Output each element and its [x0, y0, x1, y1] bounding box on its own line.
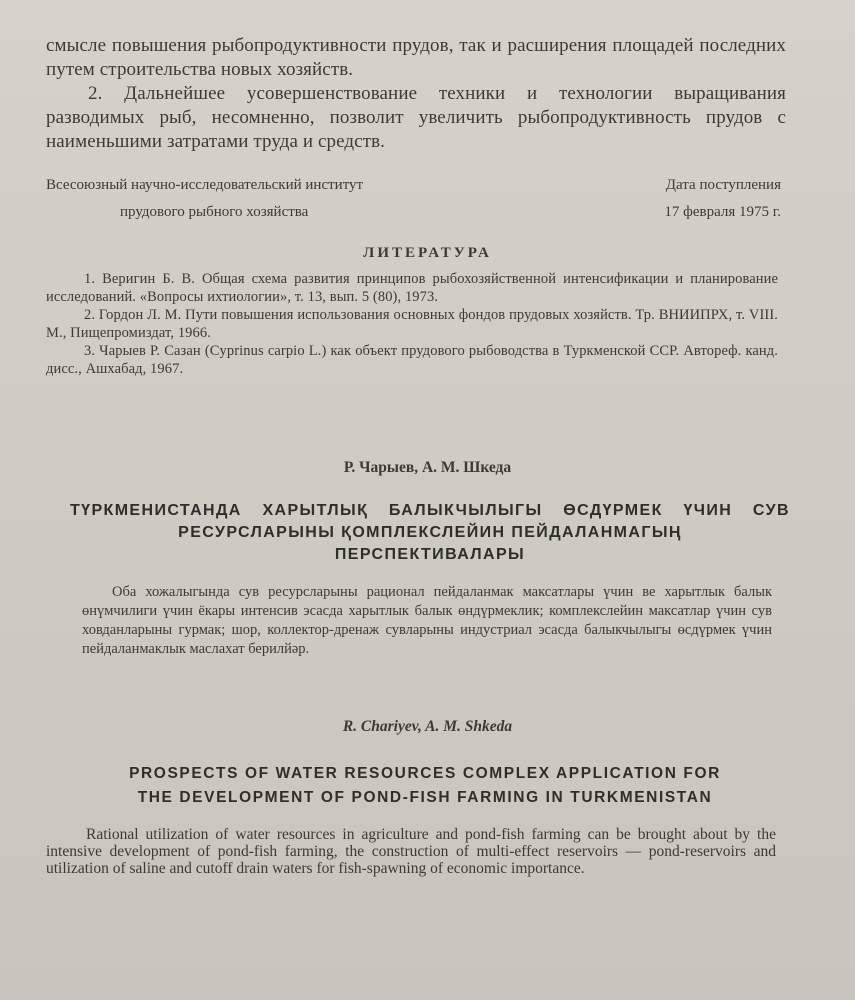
english-title — [95, 762, 755, 810]
institute-name: Всесоюзный научно-исследовательский институт — [46, 177, 364, 193]
received-date: 17 февраля 1975 г. — [664, 204, 781, 220]
body-paragraph: 2. Дальнейшее усовершенствование техники и технологии выращивания разводимых рыб, несомненно, позволит увеличить рыбопродуктивность прудов с наименьшими затратами труда и средств. — [46, 83, 786, 152]
title-line: THE DEVELOPMENT OF POND-FISH FARMING IN TURKMENISTAN — [137, 789, 713, 806]
institute-name-continued: прудового рыбного хозяйства — [120, 204, 309, 220]
english-authors: R. Chariyev, A. M. Shkeda — [342, 718, 513, 735]
affiliation-row — [46, 172, 781, 198]
affiliation-row — [46, 199, 781, 225]
received-date-label: Дата поступления — [665, 177, 781, 193]
references-heading: ЛИТЕРАТУРА — [363, 245, 492, 261]
title-line: PROSPECTS OF WATER RESOURCES COMPLEX APPLICATION FOR — [129, 765, 721, 782]
body-text — [46, 34, 786, 154]
title-line: РЕСУРСЛАРЫНЫ ҚОМПЛЕКСЛЕЙИН ПЕЙДАЛАНМАГЫҢ — [178, 524, 682, 541]
turkmen-authors: Р. Чарыев, А. М. Шкеда — [343, 459, 512, 476]
title-line: ТҮРКМЕНИСТАНДА ХАРЫТЛЫҚ БАЛЫКЧЫЛЫГЫ ӨСДҮРМЕК ҮЧИН СУВ — [70, 502, 790, 519]
title-line: ПЕРСПЕКТИВАЛАРЫ — [334, 546, 526, 563]
reference-item: 3. Чарыев Р. Сазан (Cyprinus carpio L.) как объект прудового рыбоводства в Туркменской ССР. Автореф. канд. дисс., Ашхабад, 1967. — [46, 343, 778, 377]
turkmen-title — [70, 500, 790, 566]
references-list — [46, 270, 778, 378]
english-abstract: Rational utilization of water resources in agriculture and pond-fish farming can be brought about by the intensive development of pond-fish farming, the construction of multi-effect reservoirs — pond-reservoirs and utilization of saline and cutoff drain waters for fish-spawning of economic importance. — [46, 826, 776, 877]
body-paragraph: смысле повышения рыбопродуктивности прудов, так и расширения площадей последних путем строительства новых хозяйств. — [46, 35, 786, 80]
reference-item: 2. Гордон Л. М. Пути повышения использования основных фондов прудовых хозяйств. Тр. ВНИИПРХ, т. VIII. М., Пищепромиздат, 1966. — [46, 307, 778, 341]
reference-item: 1. Веригин Б. В. Общая схема развития принципов рыбохозяйственной интенсификации и планирование исследований. «Вопросы ихтиологии», т. 13, вып. 5 (80), 1973. — [46, 271, 778, 305]
turkmen-abstract: Оба хожалыгында сув ресурсларыны рационал пейдаланмак максатлары үчин ве харытлык балык өнүмчилиги үчин ёкары интенсив эсасда харытлык балык өндүрмеклик; комплекслейин максатлар үчин сув ховданларыны гурмак; шор, коллектор-дренаж сувларыны индустриал эсасда балыкчылыгы өсдүрмек үчин пейдаланмаклык маслахат берилйәр. — [82, 584, 772, 657]
